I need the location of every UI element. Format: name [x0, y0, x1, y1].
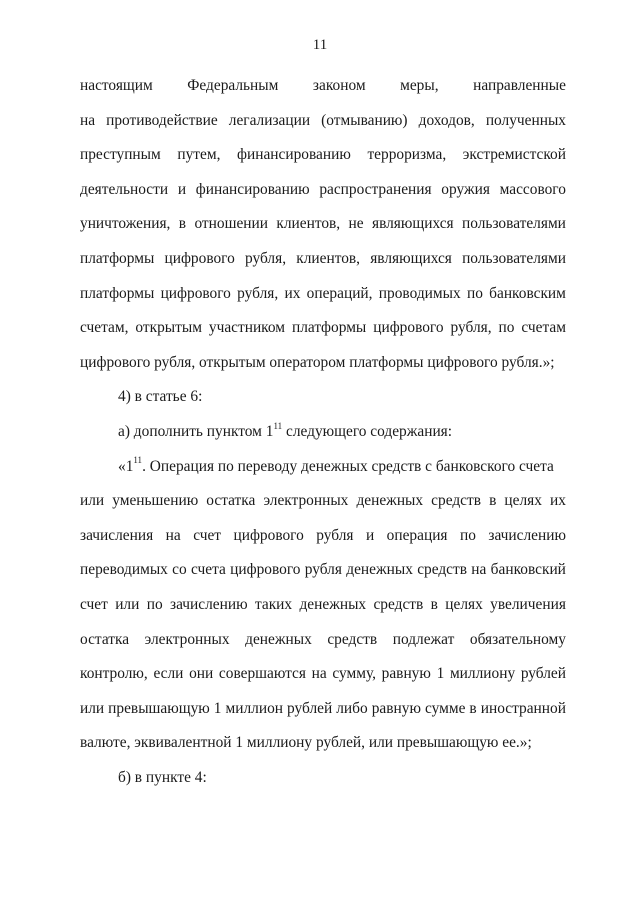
word: средств [373, 595, 424, 613]
word: являющихся [371, 215, 454, 233]
word: таких [254, 595, 293, 613]
item-a-text: а) дополнить пунктом 1 [118, 422, 274, 440]
item-a-heading [80, 415, 566, 450]
word: они [189, 665, 214, 683]
text-line [80, 69, 566, 104]
paragraph-clause-1-11 [80, 450, 566, 761]
word: на [165, 526, 181, 544]
word: средств [327, 630, 378, 648]
text-line [80, 242, 566, 277]
text-line [80, 311, 566, 346]
word: счетам [521, 319, 566, 337]
text-line [80, 173, 566, 208]
word: банковским [489, 284, 566, 302]
word: являющихся [370, 249, 452, 267]
word: по [498, 319, 515, 337]
word: операций, [306, 284, 373, 302]
word: операция [386, 526, 448, 544]
word: (отмыванию) [321, 111, 408, 129]
word: по [146, 595, 163, 613]
word: клиентов, [276, 215, 341, 233]
word: или [115, 595, 140, 613]
text-line [80, 623, 566, 658]
word: или [80, 492, 105, 510]
word: рубля [304, 561, 342, 579]
word: рубля, [237, 284, 279, 302]
word: совершаются [218, 665, 306, 683]
text-line [80, 553, 566, 588]
word: средств [417, 561, 467, 579]
superscript: 11 [273, 420, 283, 431]
word: по [466, 284, 483, 302]
word: на [80, 111, 96, 129]
word: счета [190, 561, 226, 579]
word: рублей [520, 665, 566, 683]
word: участником [208, 319, 286, 337]
page-number: 11 [312, 37, 328, 53]
word: их [550, 492, 566, 510]
word: не [348, 215, 364, 233]
word: настоящим [80, 77, 153, 94]
word: законом [312, 77, 366, 94]
word: оружия [441, 180, 490, 198]
word: зачислению [488, 526, 566, 544]
word: терроризма, [367, 146, 447, 164]
text-line [80, 104, 566, 139]
word: полученных [485, 111, 566, 129]
document-body [80, 69, 566, 795]
word: меры, [400, 77, 439, 94]
word: уменьшению [112, 492, 199, 510]
word: банковский [490, 561, 566, 579]
word: равную [381, 665, 431, 683]
word: цифрового [160, 284, 231, 302]
word: остатка [206, 492, 256, 510]
word: экстремистской [462, 146, 566, 164]
word: распространения [319, 180, 432, 198]
word: электронных [144, 630, 230, 648]
word: увеличения [490, 595, 566, 613]
word: зачислению [170, 595, 248, 613]
word: пользователями [462, 249, 566, 267]
clause-text: . Операция по переводу денежных средств с банковского счета [142, 457, 554, 475]
text-line [80, 519, 566, 554]
word: в [469, 699, 477, 717]
word: средств [431, 492, 481, 510]
word: миллиону [449, 665, 516, 683]
word: сумму, [332, 665, 376, 683]
word: финансированию [195, 180, 310, 198]
word: электронных [263, 492, 349, 510]
word: со [172, 561, 187, 579]
word: остатка [80, 630, 130, 648]
word: цифрового [373, 319, 444, 337]
word: отношении [194, 215, 268, 233]
word: клиентов, [296, 249, 361, 267]
word: по [459, 526, 476, 544]
word: и [177, 180, 187, 198]
word: 1 [436, 665, 445, 683]
word: направленные [473, 77, 566, 94]
word: открытым [135, 319, 202, 337]
item-a-text-tail: следующего содержания: [282, 422, 453, 440]
word: в [178, 215, 187, 233]
word: миллион [225, 699, 284, 717]
text-line: цифрового рубля, открытым оператором платформы цифрового рубля.»; [80, 353, 555, 371]
text-line [80, 277, 566, 312]
word: счет [193, 526, 222, 544]
text-line [80, 484, 566, 519]
word: платформы [291, 319, 367, 337]
word: на [471, 561, 487, 579]
word: зачисления [80, 526, 154, 544]
word: пользователями [462, 215, 566, 233]
word: проводимых [378, 284, 461, 302]
word: подлежат [392, 630, 455, 648]
word: платформы [80, 249, 155, 267]
word: платформы [80, 284, 155, 302]
text-line [80, 588, 566, 623]
word: денежных [299, 595, 367, 613]
word: финансированию [237, 146, 351, 164]
superscript: 11 [133, 455, 143, 466]
text-line [80, 207, 566, 242]
word: 1 [213, 699, 222, 717]
word: целях [445, 595, 483, 613]
word: противодействие [106, 111, 218, 129]
word: в [489, 492, 497, 510]
word: превышающую [108, 699, 210, 717]
item-4-heading: 4) в статье 6: [118, 388, 203, 406]
word: цифрового [233, 526, 304, 544]
word: уничтожения, [80, 215, 171, 233]
word: Федеральным [187, 77, 279, 94]
word: если [153, 665, 184, 683]
word: денежных [356, 492, 424, 510]
word: целях [504, 492, 542, 510]
word: счетам, [80, 319, 129, 337]
word: иностранной [480, 699, 566, 717]
word: на [311, 665, 327, 683]
word: преступным [80, 146, 161, 164]
word: равную [371, 699, 421, 717]
word: их [284, 284, 301, 302]
text-line [80, 138, 566, 173]
word: рублей [287, 699, 333, 717]
word: массового [499, 180, 566, 198]
text-line [80, 692, 566, 727]
word: доходов, [418, 111, 475, 129]
word: и [365, 526, 375, 544]
text-line: валюте, эквивалентной 1 миллиону рублей, или превышающую ее.»; [80, 734, 532, 752]
clause-opening: «1 [118, 457, 134, 475]
word: цифрового [164, 249, 235, 267]
word: денежных [245, 630, 312, 648]
word: обязательному [469, 630, 566, 648]
word: либо [336, 699, 368, 717]
word: рубля, [245, 249, 287, 267]
text-line [80, 450, 566, 485]
word: или [80, 699, 105, 717]
word: счет [80, 595, 108, 613]
word: легализации [228, 111, 311, 129]
word: деятельности [80, 180, 169, 198]
word: рубля [316, 526, 354, 544]
word: контролю, [80, 665, 148, 683]
word: переводимых [80, 561, 168, 579]
word: путем, [177, 146, 221, 164]
text-line [80, 657, 566, 692]
paragraph-measures [80, 69, 566, 380]
word: рубля, [450, 319, 492, 337]
word: цифрового [230, 561, 301, 579]
word: денежных [346, 561, 413, 579]
item-b-heading: б) в пункте 4: [118, 768, 207, 786]
word: в [430, 595, 438, 613]
word: сумме [424, 699, 466, 717]
